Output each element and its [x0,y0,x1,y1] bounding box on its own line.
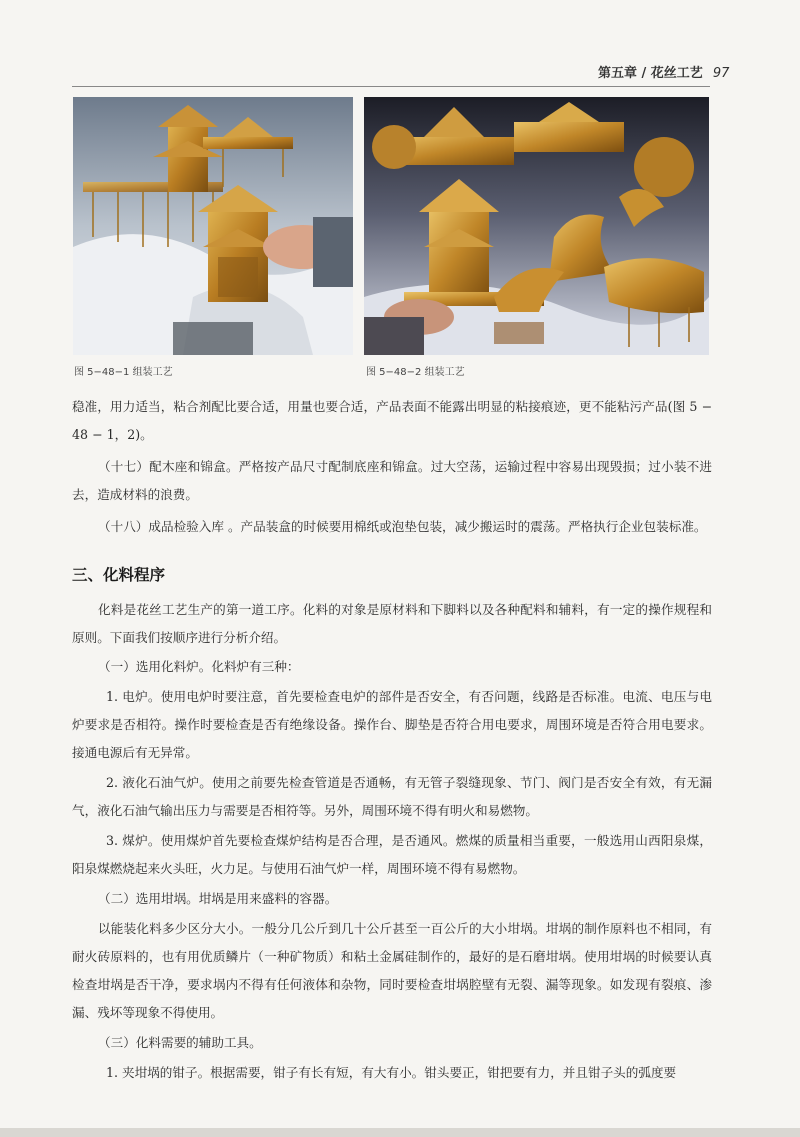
paragraph: 以能装化料多少区分大小。一般分几公斤到几十公斤甚至一百公斤的大小坩埚。坩埚的制作原料也不相同，有耐火砖原料的，也有用优质鳞片（一种矿物质）和粘土金属硅制作的，最好的是石磨坩埚。使用坩埚的时候要认真检查坩埚是否干净，要求埚内不得有任何液体和杂物，同时要检查坩埚腔壁有无裂、漏等现象。如发现有裂痕、渗漏、残坏等现象不得使用。 [72,921,712,1020]
section-heading: 三、化料程序 [72,566,166,584]
paragraph: （十八）成品检验入库 。产品装盒的时候要用棉纸或泡垫包装，减少搬运时的震荡。严格执行企业包装标准。 [98,519,707,534]
page-number: 97 [712,66,730,81]
paragraph: （十七）配木座和锦盒。严格按产品尺寸配制底座和锦盒。过大空荡，运输过程中容易出现毁损；过小装不进去，造成材料的浪费。 [72,459,712,502]
paragraph: 2. 液化石油气炉。使用之前要先检查管道是否通畅，有无管子裂缝现象、节门、阀门是否安全有效，有无漏气，液化石油气输出压力与需要是否相符等。另外，周围环境不得有明火和易燃物。 [72,775,712,818]
body-text-top [72,393,712,541]
paragraph: 化料是花丝工艺生产的第一道工序。化料的对象是原材料和下脚料以及各种配料和辅料，有一定的操作规程和原则。下面我们按顺序进行分析介绍。 [72,602,712,645]
header-divider [72,86,710,87]
chapter-title: 第五章 / 花丝工艺 [598,66,703,81]
figure-photo-assembly-1 [73,97,353,355]
paragraph: （三）化料需要的辅助工具。 [98,1035,262,1050]
paragraph: 3. 煤炉。使用煤炉首先要检查煤炉结构是否合理，是否通风。燃煤的质量相当重要，一般选用山西阳泉煤，阳泉煤燃烧起来火头旺，火力足。与使用石油气炉一样，周围环境不得有易燃物。 [72,833,712,876]
paragraph: （二）选用坩埚。坩埚是用来盛料的容器。 [98,891,338,906]
scan-edge [0,1128,800,1137]
figure-photo-assembly-2 [364,97,709,355]
figure-caption-2: 图 5−48−2 组装工艺 [366,367,465,378]
paragraph: 1. 电炉。使用电炉时要注意，首先要检查电炉的部件是否安全，有否问题，线路是否标准。电流、电压与电炉要求是否相符。操作时要检查是否有绝缘设备。操作台、脚垫是否符合用电要求，周围环境是否符合用电要求。接通电源后有无异常。 [72,689,712,760]
paragraph: （一）选用化料炉。化料炉有三种： [98,659,300,674]
paragraph: 1. 夹坩埚的钳子。根据需要，钳子有长有短，有大有小。钳头要正，钳把要有力，并且钳子头的弧度要 [106,1065,677,1080]
running-header [598,62,729,81]
body-text-main [72,596,712,1087]
figure-caption-1: 图 5−48−1 组装工艺 [74,367,173,378]
paragraph: 稳准，用力适当，粘合剂配比要合适，用量也要合适，产品表面不能露出明显的粘接痕迹，更不能粘污产品(图 5 − 48 − 1，2)。 [72,399,712,442]
